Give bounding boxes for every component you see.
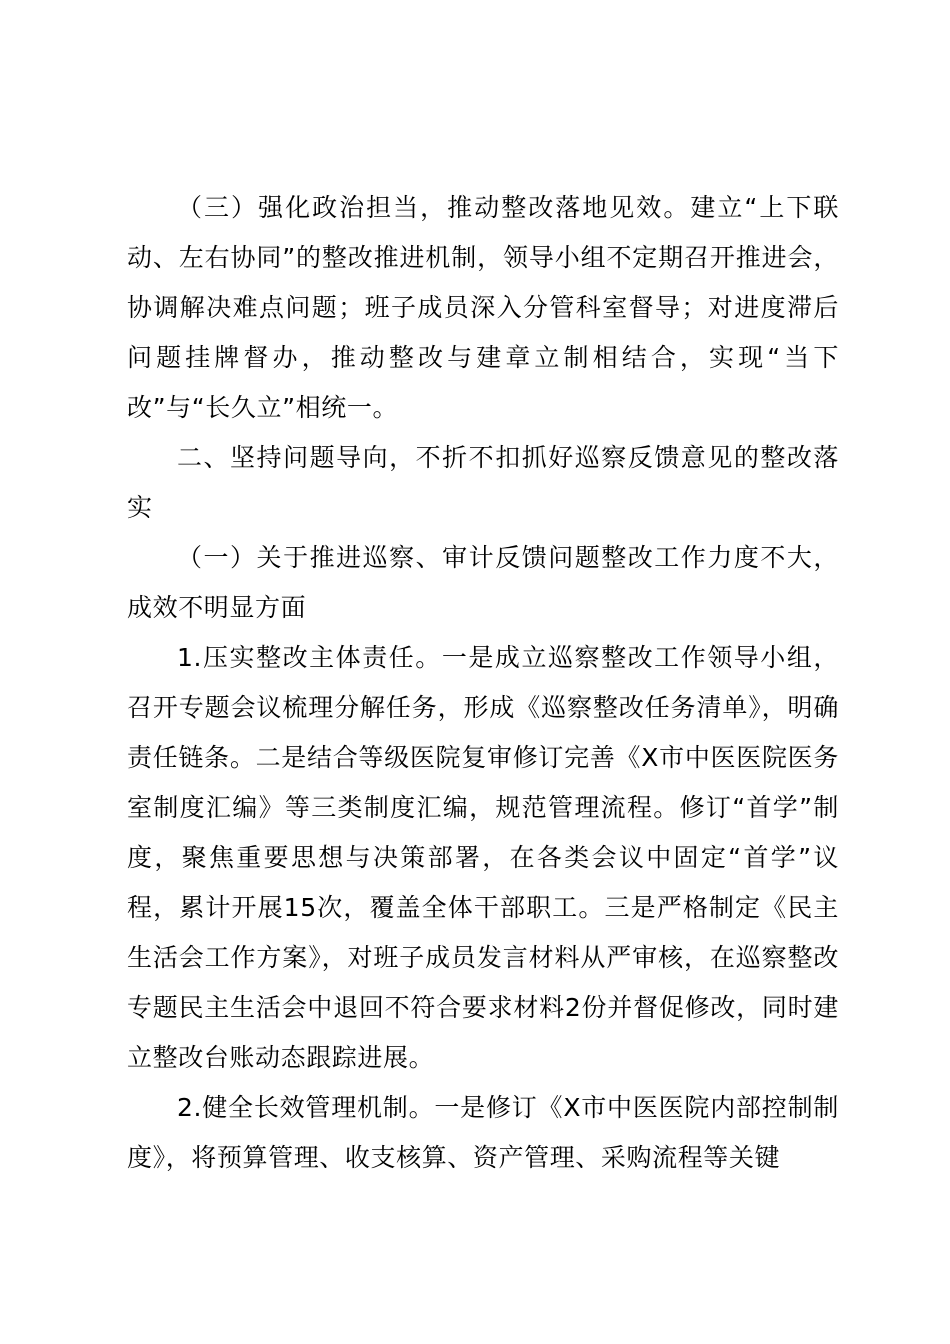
document-body [127, 183, 839, 1183]
paragraph-item-2: 2.健全长效管理机制。一是修订《X市中医医院内部控制制度》，将预算管理、收支核算、资产管理、采购流程等关键 [127, 1093, 839, 1172]
heading-part-2: 二、坚持问题导向，不折不扣抓好巡察反馈意见的整改落实 [127, 443, 839, 522]
paragraph-item-1: 1.压实整改主体责任。一是成立巡察整改工作领导小组，召开专题会议梳理分解任务，形成《巡察整改任务清单》，明确责任链条。二是结合等级医院复审修订完善《X市中医医院医务室制度汇编》等三类制度汇编，规范管理流程。修订“首学”制度，聚焦重要思想与决策部署，在各类会议中固定“首学”议程，累计开展15次，覆盖全体干部职工。三是严格制定《民主生活会工作方案》，对班子成员发言材料从严审核，在巡察整改专题民主生活会中退回不符合要求材料2份并督促修改，同时建立整改台账动态跟踪进展。 [127, 643, 839, 1072]
heading-subsection-1: （一）关于推进巡察、审计反馈问题整改工作力度不大，成效不明显方面 [127, 543, 839, 622]
paragraph-section-3: （三）强化政治担当，推动整改落地见效。建立“上下联动、左右协同”的整改推进机制，领导小组不定期召开推进会，协调解决难点问题；班子成员深入分管科室督导；对进度滞后问题挂牌督办，推动整改与建章立制相结合，实现“当下改”与“长久立”相统一。 [127, 193, 839, 422]
